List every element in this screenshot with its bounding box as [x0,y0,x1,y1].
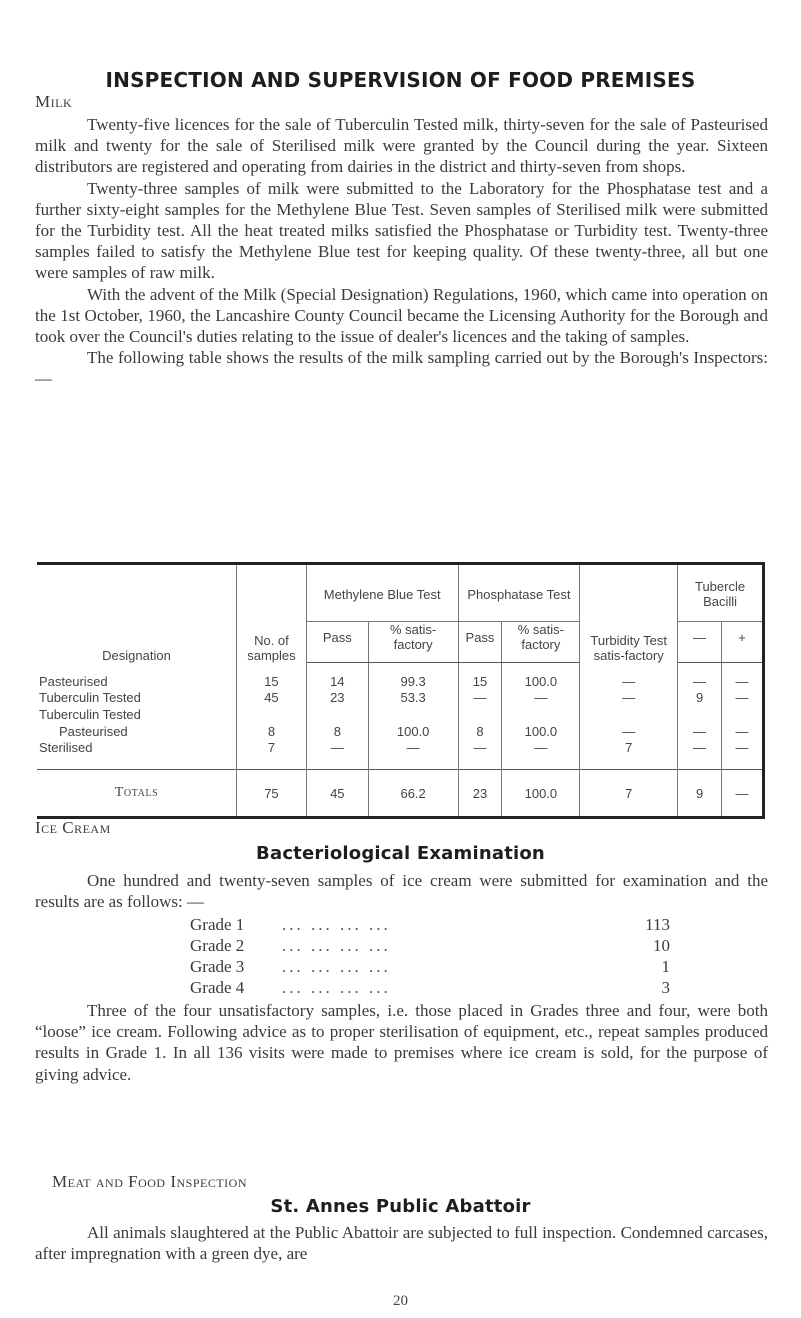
milk-paragraph-2: Twenty-three samples of milk were submitted to the Laboratory for the Phosphatase test and a further sixty-eight samples for the Methylene Blue Test. Seven samples of Sterilised milk were submitted for the Turbidity test. All the heat treated milks satisfied the Phosphatase or Turbidity test. Twenty-three samples failed to satisfy the Methylene Blue test for keeping quality. Of these twenty-three, all but one were samples of raw milk. [35,178,768,283]
row-designation: Pasteurised [37,723,236,740]
grades-list [190,914,670,998]
row-tb-minus: 9 [678,689,722,706]
row-turbidity [580,706,678,723]
row-ph-pass: 15 [458,663,502,689]
totals-tb-minus: 9 [678,770,722,818]
row-ph-pass: 8 [458,723,502,740]
list-item [190,935,670,956]
totals-label: Totals [37,770,236,818]
row-tb-minus [678,706,722,723]
milk-paragraph-4: The following table shows the results of the milk sampling carried out by the Borough's Inspectors: — [35,348,768,389]
row-turbidity: — [580,663,678,689]
row-tb-plus: — [722,663,764,689]
totals-row [37,770,764,818]
row-ph-pass: — [458,740,502,770]
list-item [190,956,670,977]
grade-label: Grade 4 [190,978,245,997]
row-mb-pass: 23 [306,689,368,706]
row-tb-minus: — [678,663,722,689]
page-number: 20 [393,1293,408,1309]
meat-paragraph: All animals slaughtered at the Public Abattoir are subjected to full inspection. Condemned carcases, after impregnation with a green dye, are [35,1223,768,1264]
row-mb-pct: 53.3 [368,689,458,706]
ice-cream-heading: Ice Cream [35,818,111,837]
totals-mb-pass: 45 [306,770,368,818]
milk-heading: Milk [35,92,73,111]
header-methylene: Methylene Blue Test [306,564,458,622]
header-turbidity: Turbidity Test satis-factory [580,564,678,663]
grade-value: 10 [653,936,670,955]
meat-heading: Meat and Food Inspection [52,1172,247,1191]
ice-cream-after-text: Three of the four unsatisfactory samples, i.e. those placed in Grades three and four, were both “loose” ice cream. Following advice as to proper sterilisation of equipment, etc., repeat samples produced results in Grade 1. In all 136 visits were made to premises where ice cream is sold, for the purpose of giving advice. [35,1001,768,1084]
abattoir-heading: St. Annes Public Abattoir [270,1196,531,1217]
list-item [190,977,670,998]
row-designation: Pasteurised [37,663,236,689]
header-phosphatase: Phosphatase Test [458,564,580,622]
totals-tb-plus: — [722,770,764,818]
leader-dots: ... ... ... ... [282,936,391,955]
leader-dots: ... ... ... ... [282,915,391,934]
table-row [37,740,764,770]
row-mb-pass: 8 [306,723,368,740]
grade-label: Grade 1 [190,915,245,934]
row-ph-pct: 100.0 [502,723,580,740]
row-mb-pct: 100.0 [368,723,458,740]
row-tb-plus: — [722,689,764,706]
page-title: INSPECTION AND SUPERVISION OF FOOD PREMISES [105,68,696,92]
row-ph-pct [502,706,580,723]
milk-paragraph-1: Twenty-five licences for the sale of Tuberculin Tested milk, thirty-seven for the sale of Pasteurised milk and twenty for the sale of Sterilised milk were granted by the Council during the year. Sixteen distributors are registered and operating from dairies in the district and thirty-seven from shops. [35,115,768,177]
header-tb-plus: + [722,622,764,663]
leader-dots: ... ... ... ... [282,978,391,997]
row-mb-pass [306,706,368,723]
row-tb-minus: — [678,723,722,740]
list-item [190,914,670,935]
ice-cream-intro-text: One hundred and twenty-seven samples of ice cream were submitted for examination and the results are as follows: — [35,871,768,912]
row-turbidity: — [580,689,678,706]
grade-value: 3 [661,978,670,997]
row-samples: 45 [236,689,306,706]
row-mb-pct: 99.3 [368,663,458,689]
totals-ph-pct: 100.0 [502,770,580,818]
row-tb-plus: — [722,723,764,740]
milk-sampling-table [37,562,765,819]
ice-cream-intro [35,870,768,912]
row-designation: Sterilised [37,740,236,770]
row-ph-pct: — [502,689,580,706]
row-ph-pct: — [502,740,580,770]
row-ph-pass: — [458,689,502,706]
row-tb-minus: — [678,740,722,770]
row-tb-plus [722,706,764,723]
row-mb-pct [368,706,458,723]
row-samples: 8 [236,723,306,740]
totals-samples: 75 [236,770,306,818]
header-ph-pct: % satis-factory [502,622,580,663]
row-ph-pct: 100.0 [502,663,580,689]
header-tb-minus: — [678,622,722,663]
meat-text [35,1222,768,1264]
row-mb-pass: 14 [306,663,368,689]
row-samples [236,706,306,723]
header-mb-pass: Pass [306,622,368,663]
header-designation: Designation [37,564,236,663]
row-designation: Tuberculin Tested [37,689,236,706]
grade-value: 113 [645,915,670,934]
row-samples: 7 [236,740,306,770]
ice-cream-after [35,1000,768,1085]
row-mb-pct: — [368,740,458,770]
grade-value: 1 [661,957,670,976]
grade-label: Grade 3 [190,957,245,976]
bacteriological-heading: Bacteriological Examination [256,843,545,864]
table-row [37,723,764,740]
row-designation: Tuberculin Tested [37,706,236,723]
row-samples: 15 [236,663,306,689]
row-tb-plus: — [722,740,764,770]
totals-mb-pct: 66.2 [368,770,458,818]
table-row [37,689,764,706]
header-tubercle: Tubercle Bacilli [678,564,764,622]
totals-ph-pass: 23 [458,770,502,818]
header-samples: No. of samples [236,564,306,663]
milk-text [35,114,768,390]
table-row [37,663,764,689]
header-ph-pass: Pass [458,622,502,663]
row-turbidity: 7 [580,740,678,770]
grade-label: Grade 2 [190,936,245,955]
leader-dots: ... ... ... ... [282,957,391,976]
milk-paragraph-3: With the advent of the Milk (Special Designation) Regulations, 1960, which came into operation on the 1st October, 1960, the Lancashire County Council became the Licensing Authority for the Borough and took over the Council's duties relating to the issue of dealer's licences and the taking of samples. [35,284,768,347]
row-ph-pass [458,706,502,723]
header-mb-pct: % satis-factory [368,622,458,663]
row-mb-pass: — [306,740,368,770]
totals-turbidity: 7 [580,770,678,818]
table-row [37,706,764,723]
row-turbidity: — [580,723,678,740]
